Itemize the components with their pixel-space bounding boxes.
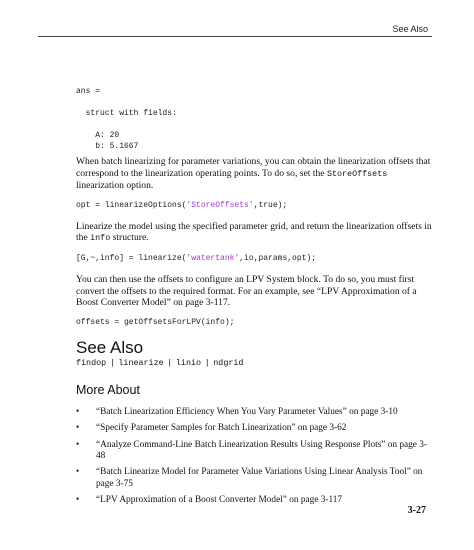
link-separator: |: [206, 356, 209, 367]
code-line: ans =: [76, 87, 101, 96]
function-link-linearize[interactable]: linearize: [118, 357, 164, 368]
page-number: 3-27: [407, 505, 426, 516]
code-block-ans: [76, 86, 436, 156]
more-about-link-response-plots[interactable]: • “Analyze Command-Line Batch Linearization Results Using Response Plots” on page 3-48: [76, 439, 427, 461]
code-line: b: 5.1667: [76, 142, 139, 151]
page-content: [76, 86, 436, 512]
running-header: [0, 0, 474, 34]
link-separator: |: [111, 356, 114, 367]
bullet: •: [76, 467, 80, 478]
more-about-link-linear-analysis-tool[interactable]: • “Batch Linearize Model for Parameter Value Variations Using Linear Analysis Tool” on page 3-75: [76, 467, 423, 489]
more-about-list: [76, 407, 436, 507]
inline-code: info: [90, 233, 111, 244]
code-string: 'watertank': [186, 253, 240, 263]
paragraph-lpv: You can then use the offsets to configure an LPV System block. To do so, you must first convert the offsets to the required format. For an example, see “LPV Approximation of a Boost Converter Model” on page 3-117.: [76, 273, 417, 309]
code-line: struct with fields:: [76, 109, 177, 118]
bullet: •: [76, 406, 80, 417]
header-rule: [38, 36, 432, 37]
paragraph-linearize: Linearize the model using the specified parameter grid, and return the linearization offsets in the info structure.: [76, 220, 432, 244]
see-also-heading: See Also: [76, 337, 144, 357]
bullet: •: [76, 423, 80, 434]
code-block-options: opt = linearizeOptions('StoreOffsets',true);: [76, 200, 288, 210]
more-about-heading: More About: [76, 382, 140, 397]
function-link-ndgrid[interactable]: ndgrid: [213, 357, 244, 368]
more-about-link-parameter-samples[interactable]: • “Specify Parameter Samples for Batch Linearization” on page 3-62: [76, 423, 347, 434]
bullet: •: [76, 439, 80, 450]
code-block-linearize: [G,~,info] = linearize('watertank',io,params,opt);: [76, 253, 317, 263]
more-about-link-lpv-approximation[interactable]: • “LPV Approximation of a Boost Converter Model” on page 3-117: [76, 495, 343, 506]
paragraph-offsets-intro: When batch linearizing for parameter variations, you can obtain the linearization offsets that correspond to the linearization operating points. To do so, set the StoreOffsets linearization option.: [76, 156, 431, 192]
code-block-offsets: offsets = getOffsetsForLPV(info);: [76, 317, 235, 327]
function-link-findop[interactable]: findop: [76, 357, 107, 368]
link-separator: |: [168, 356, 171, 367]
code-line: A: 20: [76, 131, 120, 140]
code-string: 'StoreOffsets': [186, 200, 254, 210]
running-header-title: See Also: [392, 24, 428, 34]
bullet: •: [76, 495, 80, 506]
see-also-function-links: [76, 357, 436, 369]
function-link-linio[interactable]: linio: [175, 357, 202, 368]
inline-code: StoreOffsets: [326, 168, 388, 179]
more-about-link-efficiency[interactable]: • “Batch Linearization Efficiency When You Vary Parameter Values” on page 3-10: [76, 406, 398, 417]
